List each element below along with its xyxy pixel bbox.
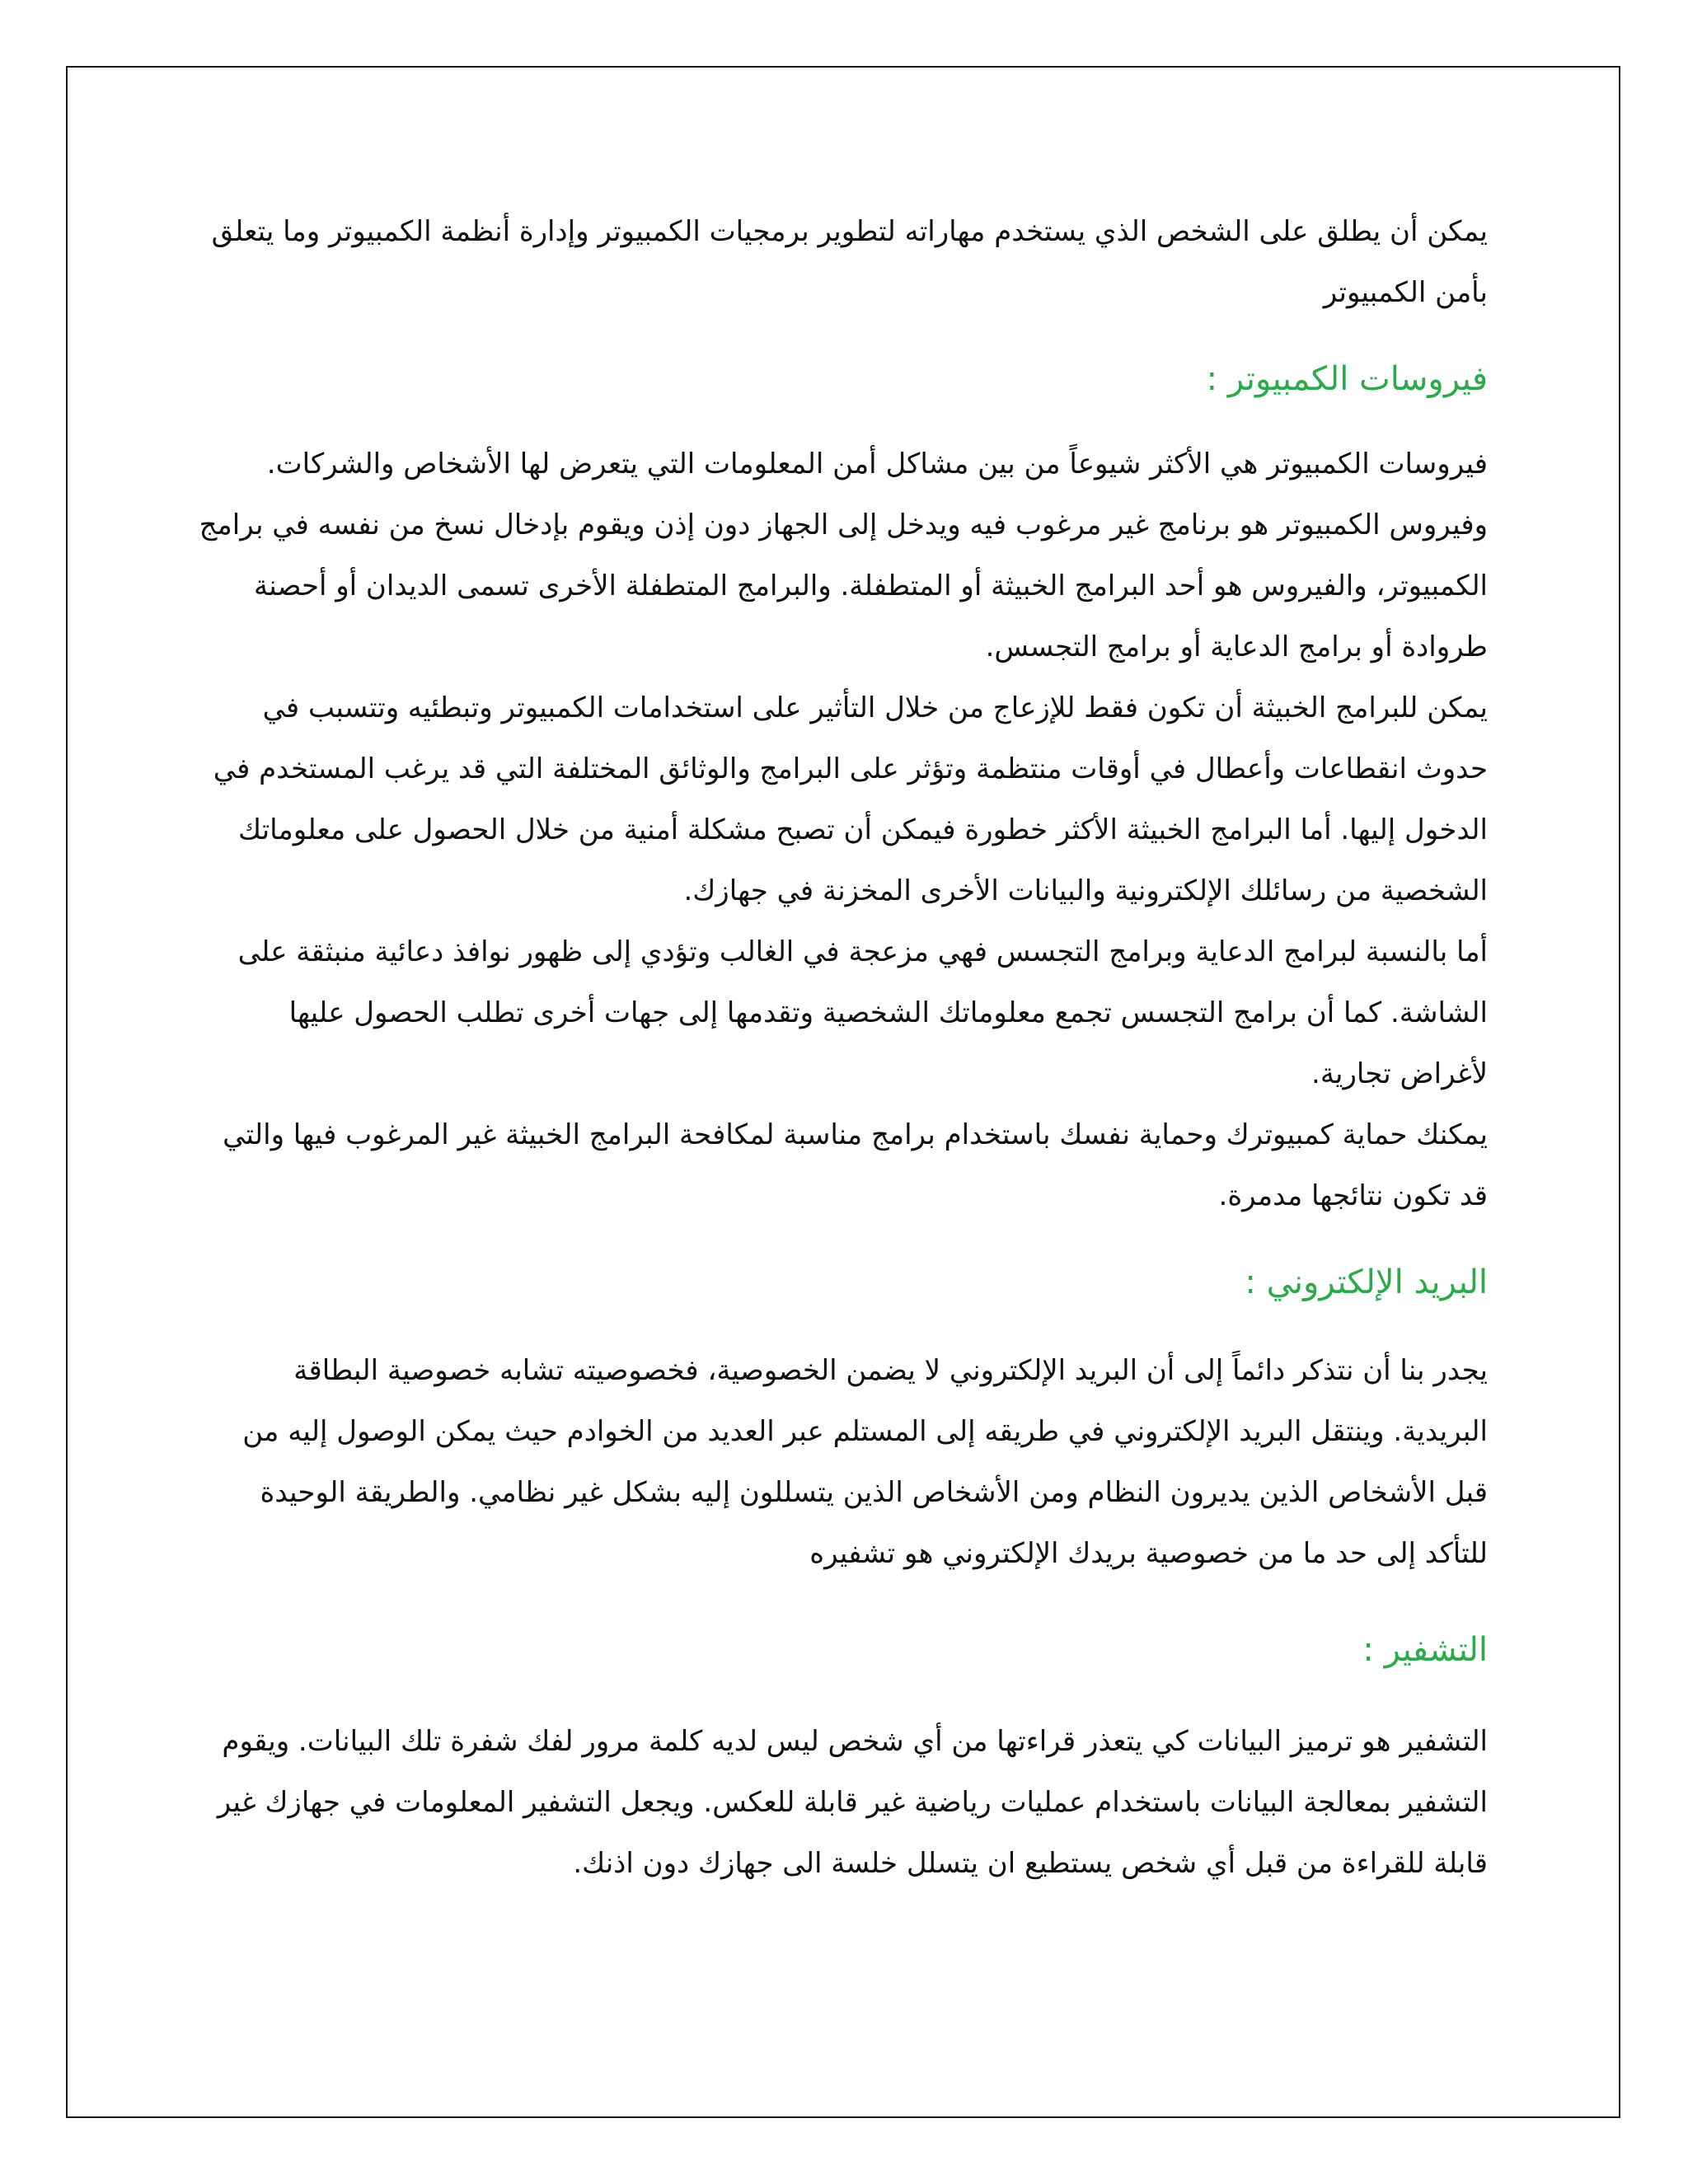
intro-paragraph: يمكن أن يطلق على الشخص الذي يستخدم مهاراته لتطوير برمجيات الكمبيوتر وإدارة أنظمة الكمبيوتر وما يتعلق بأمن الكمبيوتر <box>211 215 1488 309</box>
heading-encryption: التشفير : <box>1362 1631 1488 1669</box>
email-paragraph: يجدر بنا أن نتذكر دائماً إلى أن البريد الإلكتروني لا يضمن الخصوصية، فخصوصيته تشابه خصوصية البطاقة البريدية. وينتقل البريد الإلكتروني في طريقه إلى المستلم عبر العديد من الخوادم حيث يمكن الوصول إليه من قبل الأشخاص الذين يديرون النظام ومن الأشخاص الذين يتسللون إليه بشكل غير نظامي. والطريقة الوحيدة للتأكد إلى حد ما من خصوصية بريدك الإلكتروني هو تشفيره <box>242 1354 1488 1570</box>
viruses-paragraph-2: يمكن للبرامج الخبيثة أن تكون فقط للإزعاج من خلال التأثير على استخدامات الكمبيوتر وتبطئيه وتتسبب في حدوث انقطاعات وأعطال في أوقات منتظمة وتؤثر على البرامج والوثائق المختلفة التي قد يرغب المستخدم في الدخول إليها. أما البرامج الخبيثة الأكثر خطورة فيمكن أن تصبح مشكلة أمنية من خلال الحصول على معلوماتك الشخصية من رسائلك الإلكترونية والبيانات الأخرى المخزنة في جهازك. <box>213 691 1488 907</box>
document-body <box>194 190 1488 1894</box>
heading-email: البريد الإلكتروني : <box>1245 1263 1488 1301</box>
viruses-paragraph-1: فيروسات الكمبيوتر هي الأكثر شيوعاً من بين مشاكل أمن المعلومات التي يتعرض لها الأشخاص والشركات. وفيروس الكمبيوتر هو برنامج غير مرغوب فيه ويدخل إلى الجهاز دون إذن ويقوم بإدخال نسخ من نفسه في برامج الكمبيوتر، والفيروس هو أحد البرامج الخبيثة أو المتطفلة. والبرامج المتطفلة الأخرى تسمى الديدان أو أحصنة طروادة أو برامج الدعاية أو برامج التجسس. <box>199 448 1488 663</box>
heading-computer-viruses: فيروسات الكمبيوتر : <box>1206 360 1488 398</box>
viruses-paragraph-4: يمكنك حماية كمبيوترك وحماية نفسك باستخدام برامج مناسبة لمكافحة البرامج الخبيثة غير المرغوب فيها والتي قد تكون نتائجها مدمرة. <box>223 1118 1488 1212</box>
encryption-paragraph: التشفير هو ترميز البيانات كي يتعذر قراءتها من أي شخص ليس لديه كلمة مرور لفك شفرة تلك البيانات. ويقوم التشفير بمعالجة البيانات باستخدام عمليات رياضية غير قابلة للعكس. ويجعل التشفير المعلومات في جهازك غير قابلة للقراءة من قبل أي شخص يستطيع ان يتسلل خلسة الى جهازك دون اذنك. <box>217 1725 1488 1880</box>
viruses-paragraph-3: أما بالنسبة لبرامج الدعاية وبرامج التجسس فهي مزعجة في الغالب وتؤدي إلى ظهور نوافذ دعائية منبثقة على الشاشة. كما أن برامج التجسس تجمع معلوماتك الشخصية وتقدمها إلى جهات أخرى تطلب الحصول عليها لأغراض تجارية. <box>237 935 1488 1090</box>
